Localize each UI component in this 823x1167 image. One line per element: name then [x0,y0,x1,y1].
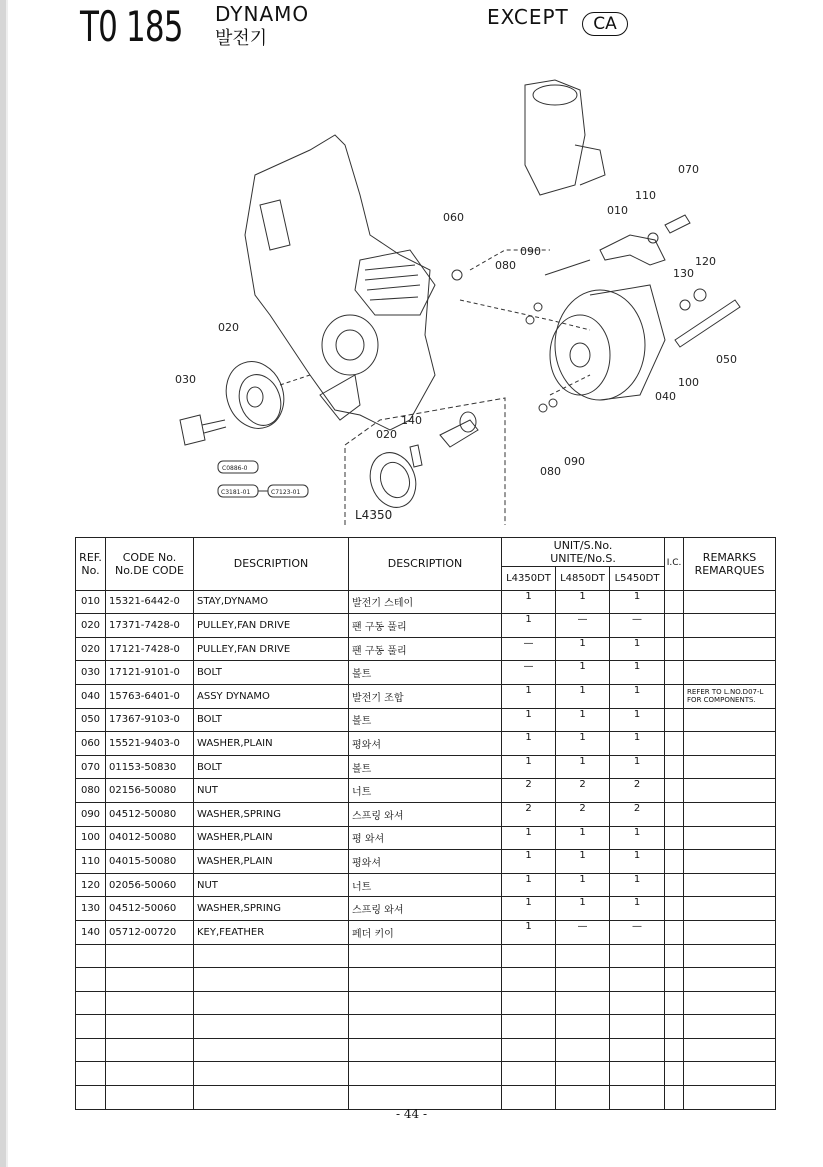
cell-code [106,1062,194,1086]
cell-ref: 080 [76,779,106,803]
cell-qty-2: 1 [610,826,665,850]
cell-ref [76,944,106,968]
cell-desc: NUT [194,779,349,803]
cell-desc: WASHER,SPRING [194,802,349,826]
cell-qty-1: 1 [556,590,610,614]
cell-ic [665,968,684,992]
cell-desc_ko: 볼트 [349,708,502,732]
cell-qty-0: 1 [502,684,556,708]
cell-desc [194,1062,349,1086]
cell-remarks [684,897,776,921]
cell-ic [665,873,684,897]
cell-ic [665,1038,684,1062]
table-row [76,897,776,921]
cell-desc [194,968,349,992]
cell-desc: WASHER,SPRING [194,897,349,921]
cell-qty-2 [610,1062,665,1086]
cell-qty-1: 1 [556,850,610,874]
col-header-unit: UNIT/S.No. UNITE/No.S. [502,538,665,567]
cell-desc_ko: 너트 [349,873,502,897]
cell-remarks [684,873,776,897]
callout-100: 100 [678,376,699,389]
cell-code: 17121-9101-0 [106,661,194,685]
callout-090b: 090 [564,455,585,468]
cell-qty-0 [502,1086,556,1110]
cell-ic [665,944,684,968]
cell-code: 04012-50080 [106,826,194,850]
cell-ic [665,637,684,661]
cell-remarks [684,661,776,685]
cell-qty-1 [556,968,610,992]
cell-code: 15521-9403-0 [106,732,194,756]
cell-code [106,1015,194,1039]
cell-qty-1: — [556,614,610,638]
cell-ref: 070 [76,755,106,779]
table-row [76,732,776,756]
cell-remarks [684,1086,776,1110]
cell-qty-2: 1 [610,590,665,614]
exploded-parts-diagram [160,75,780,530]
callout-070: 070 [678,163,699,176]
col-header-description-local: DESCRIPTION [349,538,502,591]
table-row [76,991,776,1015]
cell-ref: 040 [76,684,106,708]
cell-qty-0: 1 [502,614,556,638]
cell-desc_ko: 팬 구동 풀리 [349,637,502,661]
cell-desc_ko [349,1062,502,1086]
cell-qty-0 [502,1062,556,1086]
cell-ic [665,614,684,638]
cell-desc_ko: 발전기 조합 [349,684,502,708]
cell-qty-1 [556,1062,610,1086]
cell-ref [76,1015,106,1039]
cell-qty-0: 1 [502,920,556,944]
cell-remarks [684,920,776,944]
cell-qty-0: 1 [502,590,556,614]
l4350-detail-box [345,398,505,525]
cell-qty-1: 1 [556,732,610,756]
cell-qty-1: 1 [556,826,610,850]
cell-ref [76,1086,106,1110]
cell-qty-2: 1 [610,897,665,921]
callout-080b: 080 [540,465,561,478]
cell-qty-0: 1 [502,755,556,779]
cell-qty-2: 1 [610,873,665,897]
col-header-code: CODE No. No.DE CODE [106,538,194,591]
cell-remarks [684,1015,776,1039]
cell-qty-1 [556,991,610,1015]
cell-desc [194,944,349,968]
col-header-ic: I.C. [665,538,684,591]
table-row [76,850,776,874]
cell-code: 05712-00720 [106,920,194,944]
cell-ref: 110 [76,850,106,874]
variant-label: L4350 [355,508,393,522]
cell-ref [76,991,106,1015]
cell-ic [665,920,684,944]
cell-qty-1: 1 [556,684,610,708]
cell-desc_ko [349,991,502,1015]
cell-remarks [684,991,776,1015]
dynamo-stay [600,235,665,265]
cell-code: 04015-50080 [106,850,194,874]
ref-code-2: C3181-01 [221,489,251,496]
table-row [76,708,776,732]
cell-code: 15763-6401-0 [106,684,194,708]
gear-case-outline [245,135,435,430]
cell-qty-1: 1 [556,897,610,921]
cell-code: 02056-50060 [106,873,194,897]
cell-code: 15321-6442-0 [106,590,194,614]
cell-desc_ko: 볼트 [349,755,502,779]
cell-qty-2 [610,1086,665,1110]
fan-drive-pulley [217,353,293,436]
col-header-description-en: DESCRIPTION [194,538,349,591]
cell-qty-2: — [610,614,665,638]
parts-table-body [76,590,776,1109]
cell-qty-0 [502,1015,556,1039]
cell-ref: 010 [76,590,106,614]
cell-desc: NUT [194,873,349,897]
cell-qty-1: 1 [556,873,610,897]
section-title-ko: 발전기 [215,28,268,49]
cell-desc_ko [349,1086,502,1110]
cell-qty-0: 2 [502,779,556,803]
cell-desc: BOLT [194,708,349,732]
page-number: - 44 - [395,1107,427,1121]
cell-remarks [684,850,776,874]
scan-edge-inner [6,0,8,1167]
cell-ic [665,590,684,614]
cell-desc_ko [349,1015,502,1039]
cell-code [106,944,194,968]
cell-ic [665,802,684,826]
table-row [76,661,776,685]
cell-desc_ko: 팬 구동 풀리 [349,614,502,638]
cell-desc: PULLEY,FAN DRIVE [194,614,349,638]
cell-qty-2 [610,991,665,1015]
stay-bolt [665,215,690,233]
cell-desc_ko: 평와셔 [349,850,502,874]
callout-120: 120 [695,255,716,268]
cell-remarks [684,1062,776,1086]
cell-qty-0 [502,944,556,968]
cell-remarks [684,968,776,992]
cell-ic [665,826,684,850]
cell-desc [194,1015,349,1039]
callout-labels [175,163,737,522]
cell-ic [665,779,684,803]
cell-ref [76,1038,106,1062]
cell-desc_ko: 페더 키이 [349,920,502,944]
cell-ref: 020 [76,637,106,661]
cell-ic [665,708,684,732]
cell-remarks [684,732,776,756]
cell-remarks [684,944,776,968]
cell-ic [665,1015,684,1039]
cell-desc_ko: 스프링 와셔 [349,802,502,826]
cell-ic [665,755,684,779]
cell-qty-0: 2 [502,802,556,826]
cell-qty-0: 1 [502,850,556,874]
cell-ref: 130 [76,897,106,921]
cell-desc: PULLEY,FAN DRIVE [194,637,349,661]
cell-qty-0: — [502,637,556,661]
cell-qty-2: 1 [610,755,665,779]
cell-remarks [684,826,776,850]
parts-table [75,537,776,1110]
callout-020b: 020 [376,428,397,441]
cell-remarks [684,590,776,614]
ref-code-1: C0886-0 [222,465,248,472]
cell-qty-1: 1 [556,755,610,779]
cell-code: 17371-7428-0 [106,614,194,638]
cell-qty-1 [556,1038,610,1062]
cell-code [106,968,194,992]
table-row [76,1086,776,1110]
cell-qty-1 [556,944,610,968]
callout-060: 060 [443,211,464,224]
cell-ref: 100 [76,826,106,850]
cell-desc [194,991,349,1015]
cell-ic [665,850,684,874]
callout-130: 130 [673,267,694,280]
dynamo-assy [555,290,645,400]
col-header-model-2: L4850DT [556,567,610,591]
cell-desc: BOLT [194,661,349,685]
cell-desc: WASHER,PLAIN [194,732,349,756]
table-row [76,873,776,897]
col-header-remarks: REMARKS REMARQUES [684,538,776,591]
cell-remarks [684,614,776,638]
callout-050: 050 [716,353,737,366]
cell-qty-1: 1 [556,661,610,685]
cell-qty-0 [502,991,556,1015]
cell-qty-0: 1 [502,873,556,897]
cell-remarks [684,708,776,732]
cell-ref: 140 [76,920,106,944]
table-row [76,944,776,968]
cell-ic [665,1086,684,1110]
cell-ic [665,661,684,685]
cell-code: 17367-9103-0 [106,708,194,732]
except-code-badge: CA [582,12,628,36]
cell-qty-1 [556,1086,610,1110]
cell-desc_ko [349,968,502,992]
cell-ref: 050 [76,708,106,732]
pulley-bolt [180,415,205,445]
cell-qty-2: 1 [610,661,665,685]
cell-ic [665,684,684,708]
cell-ic [665,897,684,921]
cell-ic [665,732,684,756]
cell-qty-0 [502,1038,556,1062]
cell-desc [194,1086,349,1110]
cell-desc_ko: 스프링 와셔 [349,897,502,921]
section-code: T0 185 [80,2,183,51]
cell-qty-0: — [502,661,556,685]
cell-qty-0 [502,968,556,992]
callout-110: 110 [635,189,656,202]
callout-140: 140 [401,414,422,427]
cell-remarks [684,1038,776,1062]
cell-code [106,1086,194,1110]
cell-ic [665,1062,684,1086]
cell-ref: 090 [76,802,106,826]
cell-qty-2 [610,944,665,968]
table-row [76,684,776,708]
cell-qty-2: 1 [610,732,665,756]
cell-remarks [684,779,776,803]
cell-qty-1: 2 [556,779,610,803]
table-row [76,779,776,803]
cell-qty-1: 1 [556,637,610,661]
cell-desc: STAY,DYNAMO [194,590,349,614]
cell-remarks [684,637,776,661]
cell-ref: 060 [76,732,106,756]
callout-010: 010 [607,204,628,217]
cell-qty-2: 1 [610,708,665,732]
cell-code [106,1038,194,1062]
cell-remarks: REFER TO L.NO.D07-L FOR COMPONENTS. [684,684,776,708]
cell-desc_ko: 평와셔 [349,732,502,756]
cell-qty-1: — [556,920,610,944]
table-row [76,755,776,779]
callout-090: 090 [520,245,541,258]
dynamo-bolt [675,300,740,347]
cell-qty-2: 1 [610,850,665,874]
cell-code: 02156-50080 [106,779,194,803]
cell-desc_ko [349,1038,502,1062]
cell-remarks [684,755,776,779]
table-row [76,826,776,850]
cell-code: 04512-50060 [106,897,194,921]
cell-code: 01153-50830 [106,755,194,779]
table-row [76,614,776,638]
callout-020: 020 [218,321,239,334]
cell-remarks [684,802,776,826]
table-row [76,590,776,614]
cell-qty-2: 1 [610,684,665,708]
cell-qty-1 [556,1015,610,1039]
cell-qty-0: 1 [502,897,556,921]
cell-ic [665,991,684,1015]
col-header-model-1: L4350DT [502,567,556,591]
table-row [76,1062,776,1086]
cell-desc_ko: 평 와셔 [349,826,502,850]
cell-code [106,991,194,1015]
cell-desc: WASHER,PLAIN [194,826,349,850]
table-row [76,968,776,992]
cell-desc_ko: 너트 [349,779,502,803]
cell-qty-2 [610,1015,665,1039]
cell-desc: KEY,FEATHER [194,920,349,944]
cell-qty-1: 2 [556,802,610,826]
cell-desc: WASHER,PLAIN [194,850,349,874]
cell-desc_ko [349,944,502,968]
cell-code: 17121-7428-0 [106,637,194,661]
col-header-model-3: L5450DT [610,567,665,591]
cell-ref: 020 [76,614,106,638]
cell-qty-2: 2 [610,779,665,803]
cell-desc [194,1038,349,1062]
table-row [76,1015,776,1039]
cell-qty-2: — [610,920,665,944]
cell-ref [76,1062,106,1086]
table-row [76,1038,776,1062]
callout-030: 030 [175,373,196,386]
table-row [76,637,776,661]
cell-desc_ko: 발전기 스테이 [349,590,502,614]
cell-desc: BOLT [194,755,349,779]
except-label: EXCEPT [487,5,569,29]
cell-desc_ko: 볼트 [349,661,502,685]
table-row [76,802,776,826]
callout-080: 080 [495,259,516,272]
callout-040: 040 [655,390,676,403]
cell-desc: ASSY DYNAMO [194,684,349,708]
cell-ref: 120 [76,873,106,897]
col-header-ref: REF. No. [76,538,106,591]
cell-qty-2: 2 [610,802,665,826]
table-row [76,920,776,944]
cell-ref: 030 [76,661,106,685]
cell-qty-0: 1 [502,732,556,756]
cell-qty-1: 1 [556,708,610,732]
cell-qty-0: 1 [502,708,556,732]
cell-qty-2 [610,1038,665,1062]
section-title-en: DYNAMO [215,2,310,26]
cell-qty-2 [610,968,665,992]
cell-ref [76,968,106,992]
cell-qty-0: 1 [502,826,556,850]
cell-qty-2: 1 [610,637,665,661]
cell-code: 04512-50080 [106,802,194,826]
ref-code-3: C7123-01 [271,489,301,496]
